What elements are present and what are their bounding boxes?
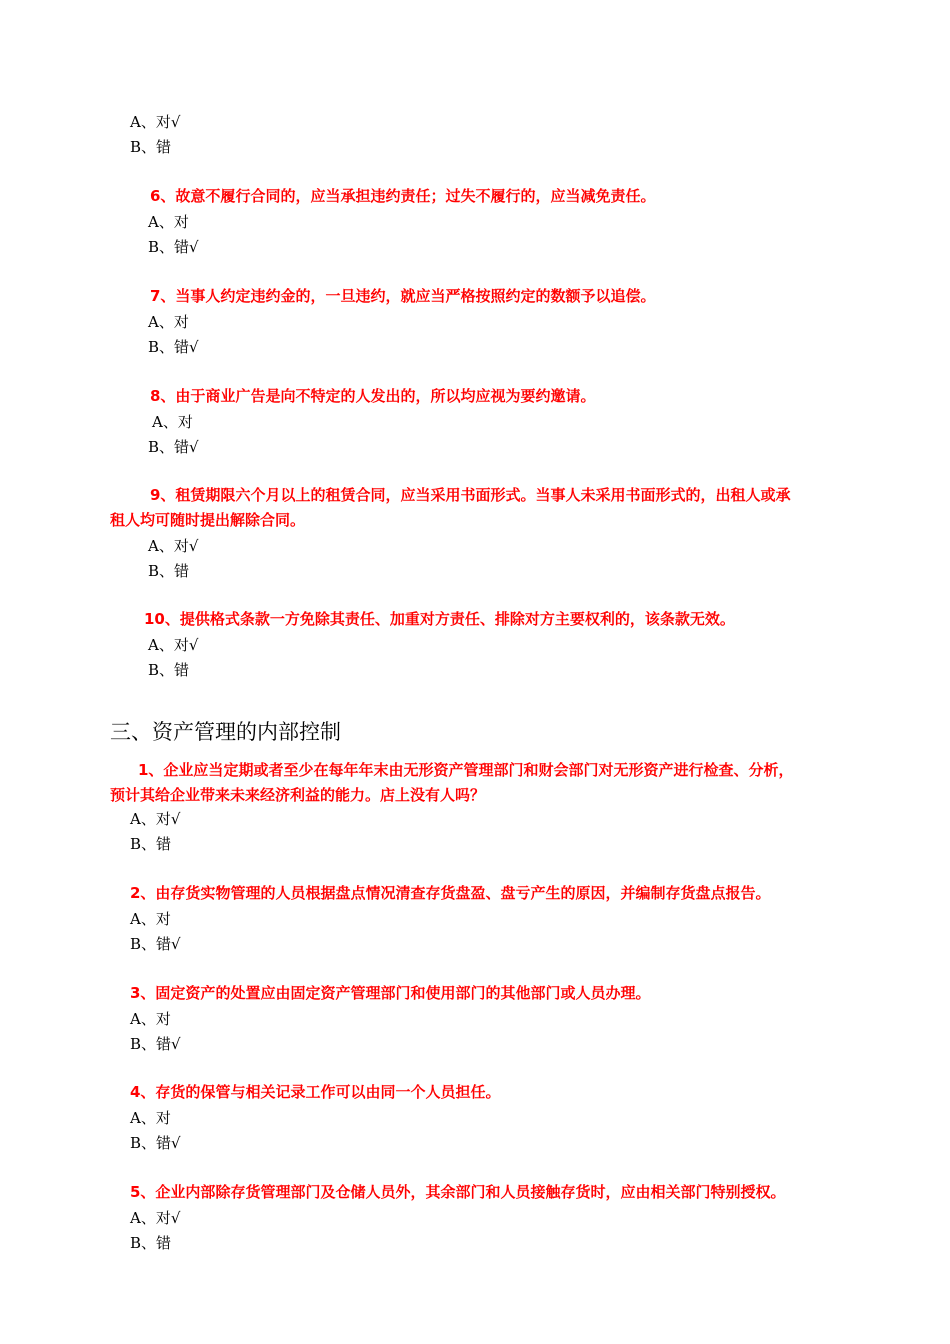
option-a: A、对 bbox=[148, 313, 189, 331]
option-b: B、错 bbox=[130, 835, 172, 853]
option-b: B、错√ bbox=[130, 1035, 181, 1053]
section3-question-1-line-1: 1、企业应当定期或者至少在每年年末由无形资产管理部门和财会部门对无形资产进行检查、分析， bbox=[138, 761, 794, 779]
question-8: 8、由于商业广告是向不特定的人发出的，所以均应视为要约邀请。 bbox=[150, 387, 596, 405]
option-b: B、错 bbox=[130, 138, 172, 156]
section3-question-1-line-2: 预计其给企业带来未来经济利益的能力。店上没有人吗？ bbox=[110, 786, 486, 804]
option-b: B、错√ bbox=[130, 1134, 181, 1152]
option-a: A、对 bbox=[130, 1109, 171, 1127]
section-heading: 三、资产管理的内部控制 bbox=[110, 720, 341, 744]
option-a: A、对 bbox=[148, 213, 189, 231]
question-10: 10、提供格式条款一方免除其责任、加重对方责任、排除对方主要权利的，该条款无效。 bbox=[144, 610, 735, 628]
option-a: A、对 bbox=[130, 1010, 171, 1028]
option-a: A、对 bbox=[130, 910, 171, 928]
option-b: B、错 bbox=[130, 1234, 172, 1252]
question-9-line-1: 9、租赁期限六个月以上的租赁合同，应当采用书面形式。当事人未采用书面形式的，出租人或承 bbox=[150, 486, 791, 504]
option-a: A、对√ bbox=[130, 810, 181, 828]
question-7: 7、当事人约定违约金的，一旦违约，就应当严格按照约定的数额予以追偿。 bbox=[150, 287, 656, 305]
option-b: B、错 bbox=[148, 562, 190, 580]
option-b: B、错√ bbox=[148, 238, 199, 256]
option-b: B、错√ bbox=[130, 935, 181, 953]
option-a: A、对√ bbox=[130, 1209, 181, 1227]
option-b: B、错√ bbox=[148, 338, 199, 356]
question-9-line-2: 租人均可随时提出解除合同。 bbox=[110, 511, 306, 529]
option-a: A、对√ bbox=[148, 636, 199, 654]
option-b: B、错√ bbox=[148, 438, 199, 456]
section3-question-4: 4、存货的保管与相关记录工作可以由同一个人员担任。 bbox=[130, 1083, 501, 1101]
section3-question-3: 3、固定资产的处置应由固定资产管理部门和使用部门的其他部门或人员办理。 bbox=[130, 984, 651, 1002]
section3-question-2: 2、由存货实物管理的人员根据盘点情况清查存货盘盈、盘亏产生的原因，并编制存货盘点报告。 bbox=[130, 884, 771, 902]
option-a: A、对√ bbox=[130, 113, 181, 131]
option-a: A、对 bbox=[152, 413, 193, 431]
section3-question-5: 5、企业内部除存货管理部门及仓储人员外，其余部门和人员接触存货时，应由相关部门特别授权。 bbox=[130, 1183, 786, 1201]
option-b: B、错 bbox=[148, 661, 190, 679]
question-6: 6、故意不履行合同的，应当承担违约责任；过失不履行的，应当减免责任。 bbox=[150, 187, 656, 205]
option-a: A、对√ bbox=[148, 537, 199, 555]
